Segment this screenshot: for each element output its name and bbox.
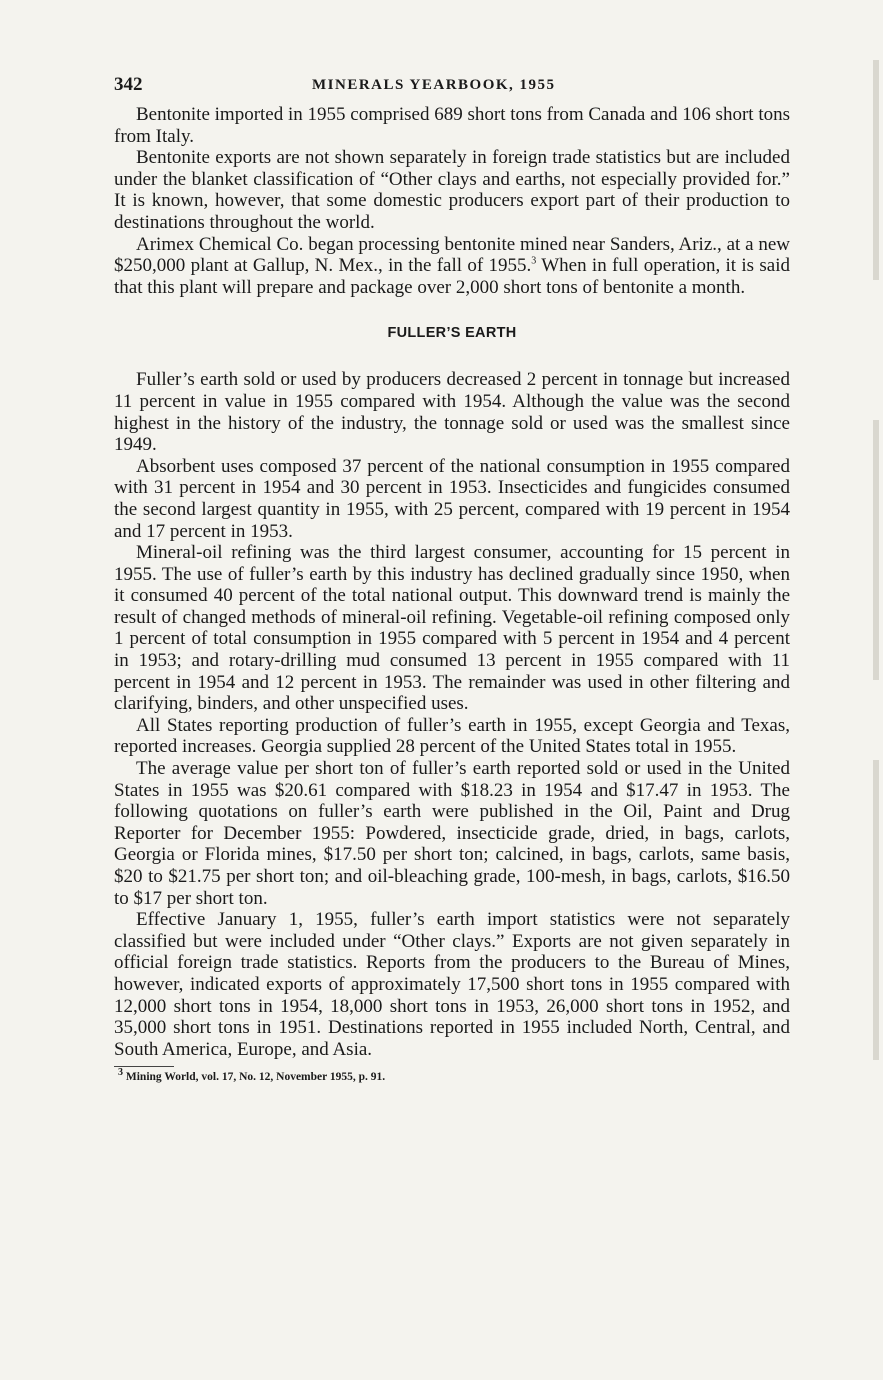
running-title: MINERALS YEARBOOK, 1955 (312, 77, 556, 93)
paragraph-arimex-text: Arimex Chemical Co. began processing bentonite mined near Sanders, Ariz., at a new $250,000 plant at Gallup, N. Mex., in the fall of 1955. (114, 233, 790, 277)
footnote-divider (114, 1066, 174, 1067)
paragraph-bentonite-imports: Bentonite imported in 1955 comprised 689 short tons from Canada and 106 short tons from Italy. (114, 104, 790, 147)
paragraph-absorbent-uses: Absorbent uses composed 37 percent of the national consumption in 1955 compared with 31 percent in 1954 and 30 percent in 1953. Insecticides and fungicides consumed the second largest quantity in 1955, with 25 percent, compared with 19 percent in 1954 and 17 percent in 1953. (114, 455, 790, 542)
scan-edge-artifact (873, 60, 879, 280)
paragraph-arimex (114, 234, 790, 299)
footnote-marker: 3 (118, 1067, 123, 1079)
paragraph-import-export: Effective January 1, 1955, fuller’s earth import statistics were not separately classified but were included under “Other clays.” Exports are not given separately in official foreign trade statistics. Reports from the producers to the Bureau of Mines, however, indicated exports of approximately 17,500 short tons in 1955 compared with 12,000 short tons in 1954, 18,000 short tons in 1953, 26,000 short tons in 1952, and 35,000 short tons in 1951. Destinations reported in 1955 included North, Central, and South America, Europe, and Asia. (114, 909, 790, 1060)
scan-edge-artifact (873, 760, 879, 1060)
footnote-text: Mining World, vol. 17, No. 12, November 1955, p. 91. (123, 1071, 386, 1084)
page-number: 342 (114, 74, 143, 95)
section-heading-fullers-earth: FULLER’S EARTH (387, 325, 517, 342)
footnote-reference: 3 (531, 255, 537, 267)
intro-section (114, 104, 790, 298)
paragraph-mineral-oil-refining: Mineral-oil refining was the third largest consumer, accounting for 15 percent in 1955. The use of fuller’s earth by this industry has declined gradually since 1950, when it consumed 40 percent of the total national output. This downward trend is mainly the result of changed methods of mineral-oil refining. Vegetable-oil refining composed only 1 percent of total consumption in 1955 compared with 5 percent in 1954 and 4 percent in 1953; and rotary-drilling mud consumed 13 percent in 1955 compared with 11 percent in 1954 and 12 percent in 1953. The remainder was used in other filtering and clarifying, binders, and other unspecified uses. (114, 542, 790, 715)
fullers-earth-section (114, 369, 790, 1060)
footnote (114, 1067, 790, 1084)
running-header (114, 74, 790, 104)
scan-edge-artifact (873, 420, 879, 680)
paragraph-bentonite-exports: Bentonite exports are not shown separately in foreign trade statistics but are included under the blanket classification of “Other clays and earths, not especially provided for.” It is known, however, that some domestic producers export part of their production to destinations throughout the world. (114, 147, 790, 233)
paragraph-sales-summary: Fuller’s earth sold or used by producers decreased 2 percent in tonnage but increased 11 percent in value in 1955 compared with 1954. Although the value was the second highest in the history of the industry, the tonnage sold or used was the smallest since 1949. (114, 369, 790, 456)
paragraph-state-production: All States reporting production of fuller’s earth in 1955, except Georgia and Texas, reported increases. Georgia supplied 28 percent of the United States total in 1955. (114, 714, 790, 758)
paragraph-average-value: The average value per short ton of fuller’s earth reported sold or used in the United States in 1955 was $20.61 compared with $18.23 in 1954 and $17.47 in 1953. The following quotations on fuller’s earth were published in the Oil, Paint and Drug Reporter for December 1955: Powdered, insecticide grade, dried, in bags, carlots, Georgia or Florida mines, $17.50 per short ton; calcined, in bags, carlots, same basis, $20 to $21.75 per short ton; and oil-bleaching grade, 100-mesh, in bags, carlots, $16.50 to $17 per short ton. (114, 758, 790, 909)
document-page (114, 74, 790, 1083)
paragraph-arimex-continued: When in full operation, it is said that this plant will prepare and package over 2,000 short tons of bentonite a month. (114, 255, 790, 298)
